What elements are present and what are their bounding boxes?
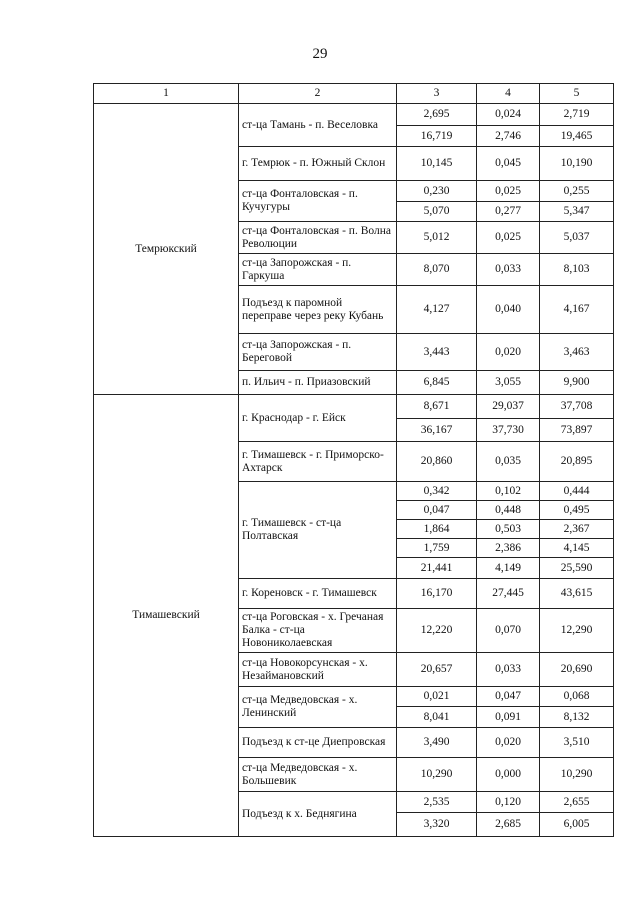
value-cell: 2,685 bbox=[477, 813, 540, 837]
value-cell: 0,495 bbox=[540, 501, 614, 520]
value-cell: 4,127 bbox=[397, 286, 477, 334]
value-cell: 0,045 bbox=[477, 147, 540, 181]
route-name-cell: п. Ильич - п. Приазовский bbox=[239, 371, 397, 395]
page-number: 29 bbox=[312, 46, 328, 62]
value-cell: 37,708 bbox=[540, 395, 614, 419]
value-cell: 0,047 bbox=[397, 501, 477, 520]
route-name-cell: ст-ца Запорожская - п. Береговой bbox=[239, 334, 397, 371]
value-cell: 0,000 bbox=[477, 758, 540, 792]
value-cell: 5,012 bbox=[397, 222, 477, 254]
value-cell: 0,070 bbox=[477, 609, 540, 653]
value-cell: 2,367 bbox=[540, 520, 614, 539]
value-cell: 0,277 bbox=[477, 202, 540, 222]
value-cell: 0,091 bbox=[477, 707, 540, 728]
value-cell: 6,845 bbox=[397, 371, 477, 395]
value-cell: 10,190 bbox=[540, 147, 614, 181]
value-cell: 2,746 bbox=[477, 126, 540, 147]
value-cell: 1,864 bbox=[397, 520, 477, 539]
value-cell: 3,320 bbox=[397, 813, 477, 837]
value-cell: 25,590 bbox=[540, 558, 614, 579]
value-cell: 0,035 bbox=[477, 442, 540, 482]
district-cell: Тимашевский bbox=[94, 395, 239, 837]
value-cell: 19,465 bbox=[540, 126, 614, 147]
value-cell: 2,386 bbox=[477, 539, 540, 558]
value-cell: 2,695 bbox=[397, 104, 477, 126]
value-cell: 0,020 bbox=[477, 728, 540, 758]
value-cell: 20,690 bbox=[540, 653, 614, 687]
value-cell: 10,145 bbox=[397, 147, 477, 181]
value-cell: 0,021 bbox=[397, 687, 477, 707]
value-cell: 20,860 bbox=[397, 442, 477, 482]
value-cell: 29,037 bbox=[477, 395, 540, 419]
route-name-cell: ст-ца Запорожская - п. Гаркуша bbox=[239, 254, 397, 286]
value-cell: 1,759 bbox=[397, 539, 477, 558]
value-cell: 37,730 bbox=[477, 419, 540, 442]
route-name-cell: ст-ца Фонталовская - п. Кучугуры bbox=[239, 181, 397, 222]
value-cell: 8,132 bbox=[540, 707, 614, 728]
table-row bbox=[94, 104, 614, 126]
value-cell: 73,897 bbox=[540, 419, 614, 442]
route-name-cell: Подъезд к паромной переправе через реку Кубань bbox=[239, 286, 397, 334]
value-cell: 0,033 bbox=[477, 254, 540, 286]
value-cell: 0,068 bbox=[540, 687, 614, 707]
value-cell: 2,535 bbox=[397, 792, 477, 813]
value-cell: 10,290 bbox=[540, 758, 614, 792]
value-cell: 4,167 bbox=[540, 286, 614, 334]
district-cell: Темрюкский bbox=[94, 104, 239, 395]
value-cell: 4,149 bbox=[477, 558, 540, 579]
route-name-cell: ст-ца Роговская - х. Гречаная Балка - ст-ца Новониколаевская bbox=[239, 609, 397, 653]
value-cell: 16,719 bbox=[397, 126, 477, 147]
value-cell: 8,070 bbox=[397, 254, 477, 286]
value-cell: 21,441 bbox=[397, 558, 477, 579]
route-name-cell: ст-ца Медведовская - х. Ленинский bbox=[239, 687, 397, 728]
value-cell: 8,103 bbox=[540, 254, 614, 286]
value-cell: 0,025 bbox=[477, 222, 540, 254]
value-cell: 20,657 bbox=[397, 653, 477, 687]
value-cell: 0,024 bbox=[477, 104, 540, 126]
header-cell: 5 bbox=[540, 84, 614, 104]
value-cell: 12,220 bbox=[397, 609, 477, 653]
header-cell: 1 bbox=[94, 84, 239, 104]
value-cell: 43,615 bbox=[540, 579, 614, 609]
value-cell: 5,037 bbox=[540, 222, 614, 254]
value-cell: 12,290 bbox=[540, 609, 614, 653]
value-cell: 0,102 bbox=[477, 482, 540, 501]
value-cell: 5,347 bbox=[540, 202, 614, 222]
value-cell: 0,020 bbox=[477, 334, 540, 371]
route-name-cell: ст-ца Новокорсунская - х. Незаймановский bbox=[239, 653, 397, 687]
value-cell: 0,503 bbox=[477, 520, 540, 539]
route-name-cell: ст-ца Тамань - п. Веселовка bbox=[239, 104, 397, 147]
value-cell: 36,167 bbox=[397, 419, 477, 442]
value-cell: 8,041 bbox=[397, 707, 477, 728]
route-name-cell: Подъезд к х. Беднягина bbox=[239, 792, 397, 837]
header-cell: 2 bbox=[239, 84, 397, 104]
value-cell: 8,671 bbox=[397, 395, 477, 419]
value-cell: 4,145 bbox=[540, 539, 614, 558]
value-cell: 3,510 bbox=[540, 728, 614, 758]
value-cell: 0,040 bbox=[477, 286, 540, 334]
value-cell: 3,055 bbox=[477, 371, 540, 395]
route-name-cell: ст-ца Фонталовская - п. Волна Революции bbox=[239, 222, 397, 254]
value-cell: 27,445 bbox=[477, 579, 540, 609]
value-cell: 0,444 bbox=[540, 482, 614, 501]
header-row bbox=[94, 84, 614, 104]
table-row bbox=[94, 395, 614, 419]
route-name-cell: ст-ца Медведовская - х. Большевик bbox=[239, 758, 397, 792]
value-cell: 0,255 bbox=[540, 181, 614, 202]
value-cell: 2,655 bbox=[540, 792, 614, 813]
value-cell: 2,719 bbox=[540, 104, 614, 126]
header-cell: 4 bbox=[477, 84, 540, 104]
value-cell: 3,463 bbox=[540, 334, 614, 371]
value-cell: 20,895 bbox=[540, 442, 614, 482]
route-name-cell: г. Кореновск - г. Тимашевск bbox=[239, 579, 397, 609]
value-cell: 5,070 bbox=[397, 202, 477, 222]
value-cell: 16,170 bbox=[397, 579, 477, 609]
value-cell: 6,005 bbox=[540, 813, 614, 837]
route-name-cell: г. Краснодар - г. Ейск bbox=[239, 395, 397, 442]
route-name-cell: г. Тимашевск - ст-ца Полтавская bbox=[239, 482, 397, 579]
value-cell: 0,033 bbox=[477, 653, 540, 687]
value-cell: 3,443 bbox=[397, 334, 477, 371]
value-cell: 0,120 bbox=[477, 792, 540, 813]
value-cell: 3,490 bbox=[397, 728, 477, 758]
route-name-cell: Подъезд к ст-це Диепровская bbox=[239, 728, 397, 758]
value-cell: 0,230 bbox=[397, 181, 477, 202]
value-cell: 0,047 bbox=[477, 687, 540, 707]
value-cell: 10,290 bbox=[397, 758, 477, 792]
route-name-cell: г. Тимашевск - г. Приморско-Ахтарск bbox=[239, 442, 397, 482]
value-cell: 9,900 bbox=[540, 371, 614, 395]
roads-table bbox=[93, 83, 614, 837]
value-cell: 0,448 bbox=[477, 501, 540, 520]
value-cell: 0,342 bbox=[397, 482, 477, 501]
route-name-cell: г. Темрюк - п. Южный Склон bbox=[239, 147, 397, 181]
header-cell: 3 bbox=[397, 84, 477, 104]
value-cell: 0,025 bbox=[477, 181, 540, 202]
